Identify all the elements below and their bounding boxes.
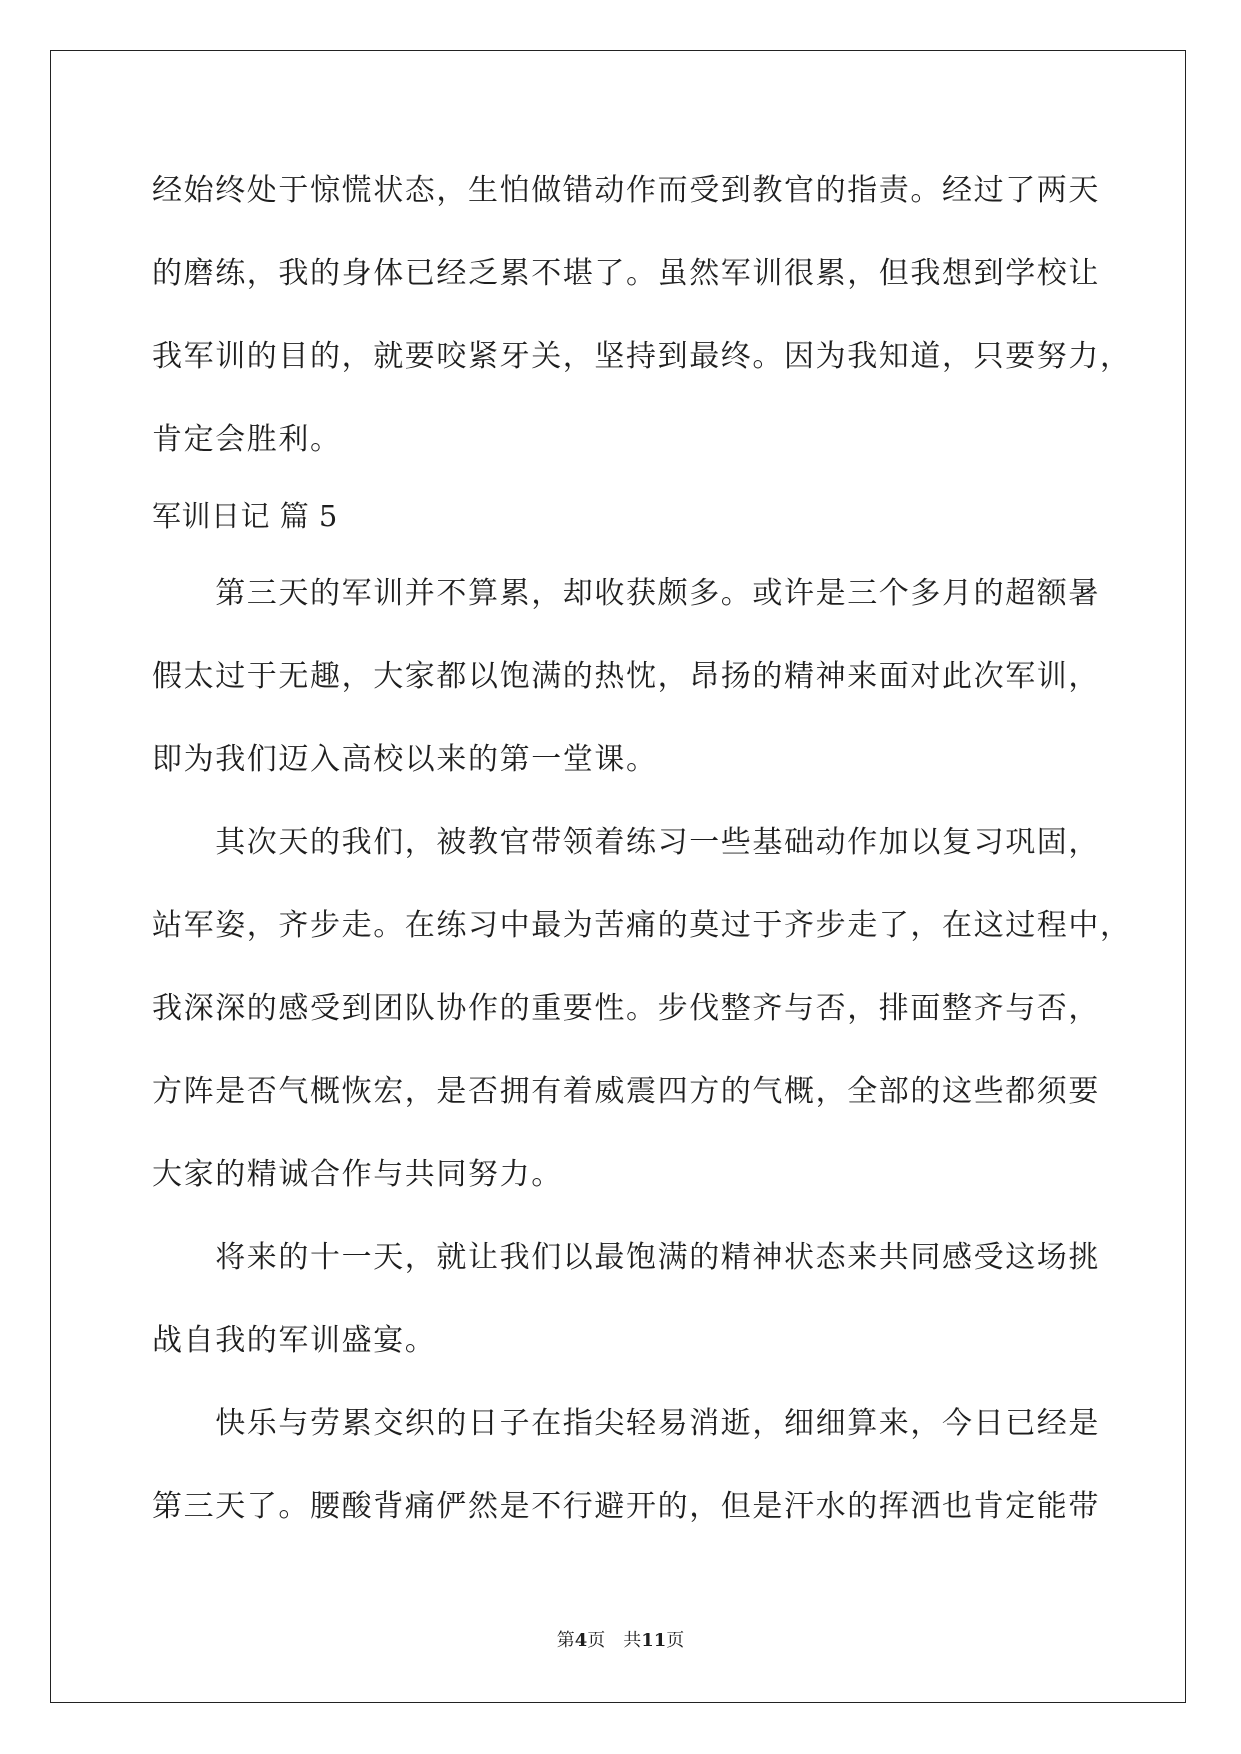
body-line: 第三天了。腰酸背痛俨然是不行避开的，但是汗水的挥洒也肯定能带 bbox=[152, 1489, 1100, 1524]
body-line: 第三天的军训并不算累，却收获颇多。或许是三个多月的超额暑 bbox=[152, 576, 1100, 611]
body-line: 站军姿，齐步走。在练习中最为苦痛的莫过于齐步走了，在这过程中， bbox=[152, 908, 1132, 943]
body-line: 战自我的军训盛宴。 bbox=[152, 1323, 437, 1358]
page-footer bbox=[0, 1626, 1241, 1652]
total-suffix: 页 bbox=[666, 1630, 685, 1651]
body-line: 方阵是否气概恢宏，是否拥有着威震四方的气概，全部的这些都须要 bbox=[152, 1074, 1100, 1109]
page-suffix: 页 bbox=[587, 1630, 606, 1651]
body-line: 我深深的感受到团队协作的重要性。步伐整齐与否，排面整齐与否， bbox=[152, 991, 1100, 1026]
body-line: 大家的精诚合作与共同努力。 bbox=[152, 1157, 563, 1192]
section-heading: 军训日记 篇 5 bbox=[152, 499, 338, 533]
body-line: 肯定会胜利。 bbox=[152, 422, 342, 457]
body-line: 将来的十一天，就让我们以最饱满的精神状态来共同感受这场挑 bbox=[152, 1240, 1100, 1275]
page-prefix: 第 bbox=[556, 1630, 575, 1651]
total-prefix: 共 bbox=[623, 1630, 642, 1651]
body-line: 我军训的目的，就要咬紧牙关，坚持到最终。因为我知道，只要努力， bbox=[152, 339, 1132, 374]
body-line: 其次天的我们，被教官带领着练习一些基础动作加以复习巩固， bbox=[152, 825, 1100, 860]
page-border bbox=[50, 50, 1186, 1703]
total-pages: 11 bbox=[641, 1630, 667, 1651]
body-line: 即为我们迈入高校以来的第一堂课。 bbox=[152, 742, 658, 777]
body-line: 快乐与劳累交织的日子在指尖轻易消逝，细细算来，今日已经是 bbox=[152, 1406, 1100, 1441]
body-line: 假太过于无趣，大家都以饱满的热忱，昂扬的精神来面对此次军训， bbox=[152, 659, 1100, 694]
page-number: 4 bbox=[574, 1630, 588, 1651]
body-line: 经始终处于惊慌状态，生怕做错动作而受到教官的指责。经过了两天 bbox=[152, 173, 1100, 208]
body-line: 的磨练，我的身体已经乏累不堪了。虽然军训很累，但我想到学校让 bbox=[152, 256, 1100, 291]
